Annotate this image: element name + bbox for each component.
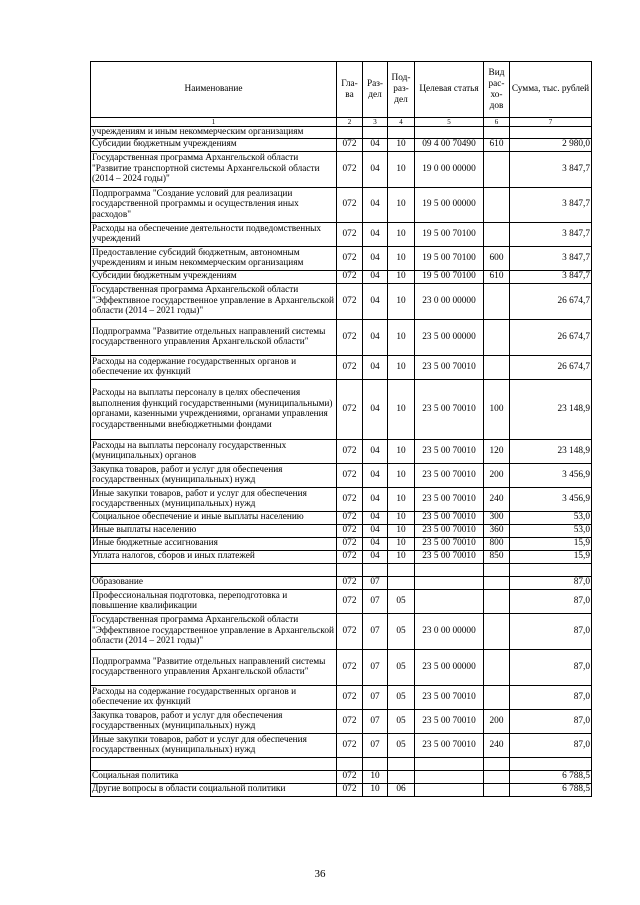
table-row <box>91 246 592 270</box>
row-exp-type: 850 <box>484 550 510 563</box>
row-subsection: 05 <box>388 733 415 757</box>
row-chapter: 072 <box>337 613 363 649</box>
row-amount: 23 148,9 <box>510 439 592 463</box>
row-exp-type: 240 <box>484 733 510 757</box>
header-section: Раз-дел <box>363 62 388 118</box>
row-name: Уплата налогов, сборов и иных платежей <box>91 550 337 563</box>
row-target: 23 5 00 70010 <box>415 524 484 537</box>
column-number: 6 <box>484 118 510 127</box>
row-exp-type <box>484 355 510 379</box>
row-section: 04 <box>363 187 388 222</box>
row-chapter: 072 <box>337 733 363 757</box>
row-target: 23 0 00 00000 <box>415 613 484 649</box>
row-name: Государственная программа Архангельской области "Развитие транспортной системы Архангельской области (2014 – 2024 годы)" <box>91 151 337 187</box>
row-chapter <box>337 757 363 770</box>
row-subsection: 10 <box>388 511 415 524</box>
table-row <box>91 487 592 511</box>
row-chapter: 072 <box>337 463 363 487</box>
row-name: Расходы на содержание государственных органов и обеспечение их функций <box>91 685 337 709</box>
table-row <box>91 537 592 550</box>
row-subsection: 10 <box>388 439 415 463</box>
column-number: 1 <box>91 118 337 127</box>
column-number-row <box>91 118 592 127</box>
row-amount: 3 456,9 <box>510 487 592 511</box>
row-section: 04 <box>363 511 388 524</box>
column-number: 2 <box>337 118 363 127</box>
row-name <box>91 563 337 576</box>
row-chapter: 072 <box>337 222 363 246</box>
row-exp-type: 200 <box>484 463 510 487</box>
row-subsection: 10 <box>388 283 415 319</box>
row-section: 10 <box>363 770 388 783</box>
row-chapter: 072 <box>337 439 363 463</box>
row-exp-type <box>484 757 510 770</box>
row-target: 23 5 00 70010 <box>415 487 484 511</box>
table-row <box>91 283 592 319</box>
row-target: 23 5 00 70010 <box>415 733 484 757</box>
row-amount: 3 847,7 <box>510 151 592 187</box>
row-subsection: 10 <box>388 487 415 511</box>
page-number: 36 <box>314 868 326 880</box>
row-chapter: 072 <box>337 685 363 709</box>
row-subsection: 10 <box>388 246 415 270</box>
table-row <box>91 770 592 783</box>
row-target: 09 4 00 70490 <box>415 138 484 151</box>
row-target <box>415 576 484 589</box>
row-chapter: 072 <box>337 187 363 222</box>
table-row <box>91 757 592 770</box>
row-amount: 87,0 <box>510 613 592 649</box>
row-section: 04 <box>363 524 388 537</box>
row-amount: 15,9 <box>510 550 592 563</box>
row-amount: 2 980,0 <box>510 138 592 151</box>
column-number: 3 <box>363 118 388 127</box>
column-number: 7 <box>510 118 592 127</box>
row-subsection: 10 <box>388 187 415 222</box>
row-name: Социальная политика <box>91 770 337 783</box>
row-amount: 23 148,9 <box>510 379 592 439</box>
table-row <box>91 151 592 187</box>
header-target: Целевая статья <box>415 62 484 118</box>
column-number: 5 <box>415 118 484 127</box>
row-amount: 87,0 <box>510 733 592 757</box>
row-chapter: 072 <box>337 783 363 796</box>
table-row <box>91 563 592 576</box>
row-target: 23 5 00 70010 <box>415 709 484 733</box>
row-target <box>415 757 484 770</box>
row-exp-type <box>484 613 510 649</box>
row-amount: 3 847,7 <box>510 270 592 283</box>
row-subsection: 10 <box>388 524 415 537</box>
table-row <box>91 613 592 649</box>
row-exp-type <box>484 151 510 187</box>
row-amount <box>510 757 592 770</box>
row-name: Расходы на содержание государственных органов и обеспечение их функций <box>91 355 337 379</box>
table-row <box>91 187 592 222</box>
table-row <box>91 589 592 613</box>
row-subsection <box>388 576 415 589</box>
row-exp-type <box>484 187 510 222</box>
row-exp-type: 600 <box>484 246 510 270</box>
table-row <box>91 511 592 524</box>
row-exp-type: 120 <box>484 439 510 463</box>
row-name: Подпрограмма "Развитие отдельных направлений системы государственного управления Архангельской области" <box>91 649 337 685</box>
row-target: 23 5 00 70010 <box>415 537 484 550</box>
row-chapter: 072 <box>337 379 363 439</box>
row-chapter: 072 <box>337 649 363 685</box>
row-chapter: 072 <box>337 151 363 187</box>
row-subsection: 05 <box>388 649 415 685</box>
table-row <box>91 576 592 589</box>
row-amount: 53,0 <box>510 511 592 524</box>
row-amount: 6 788,5 <box>510 770 592 783</box>
row-exp-type: 300 <box>484 511 510 524</box>
row-section: 07 <box>363 733 388 757</box>
row-section: 04 <box>363 439 388 463</box>
row-amount: 87,0 <box>510 589 592 613</box>
row-amount: 87,0 <box>510 685 592 709</box>
row-amount: 15,9 <box>510 537 592 550</box>
row-chapter: 072 <box>337 355 363 379</box>
row-subsection: 10 <box>388 319 415 355</box>
table-row <box>91 783 592 796</box>
row-amount: 53,0 <box>510 524 592 537</box>
table-row <box>91 524 592 537</box>
row-section: 07 <box>363 649 388 685</box>
row-chapter <box>337 127 363 139</box>
row-target <box>415 783 484 796</box>
row-amount: 87,0 <box>510 709 592 733</box>
row-subsection: 10 <box>388 463 415 487</box>
row-amount: 26 674,7 <box>510 355 592 379</box>
row-name: Закупка товаров, работ и услуг для обеспечения государственных (муниципальных) нужд <box>91 709 337 733</box>
row-subsection: 05 <box>388 613 415 649</box>
row-target: 19 5 00 70100 <box>415 270 484 283</box>
row-section: 10 <box>363 783 388 796</box>
row-section: 04 <box>363 537 388 550</box>
row-name: Образование <box>91 576 337 589</box>
row-name: Иные закупки товаров, работ и услуг для обеспечения государственных (муниципальных) нужд <box>91 487 337 511</box>
row-name: учреждениям и иным некоммерческим организациям <box>91 127 337 139</box>
row-target: 23 5 00 00000 <box>415 319 484 355</box>
row-section: 04 <box>363 487 388 511</box>
row-exp-type <box>484 783 510 796</box>
row-section: 04 <box>363 355 388 379</box>
row-amount: 87,0 <box>510 649 592 685</box>
row-amount: 26 674,7 <box>510 283 592 319</box>
row-section: 07 <box>363 613 388 649</box>
row-chapter: 072 <box>337 770 363 783</box>
row-exp-type: 360 <box>484 524 510 537</box>
table-row <box>91 733 592 757</box>
row-target: 19 5 00 00000 <box>415 187 484 222</box>
budget-table <box>90 61 592 797</box>
row-chapter: 072 <box>337 270 363 283</box>
row-section: 04 <box>363 222 388 246</box>
row-name: Предоставление субсидий бюджетным, автономным учреждениям и иным некоммерческим организациям <box>91 246 337 270</box>
row-section: 07 <box>363 685 388 709</box>
row-chapter: 072 <box>337 576 363 589</box>
row-subsection: 10 <box>388 550 415 563</box>
row-target: 23 5 00 70010 <box>415 379 484 439</box>
row-section: 04 <box>363 283 388 319</box>
row-exp-type <box>484 685 510 709</box>
row-amount: 6 788,5 <box>510 783 592 796</box>
row-section: 04 <box>363 379 388 439</box>
header-amount: Сумма, тыс. рублей <box>510 62 592 118</box>
row-target <box>415 563 484 576</box>
header-chapter: Гла-ва <box>337 62 363 118</box>
row-section: 07 <box>363 589 388 613</box>
table-row <box>91 379 592 439</box>
row-section: 04 <box>363 246 388 270</box>
row-section: 04 <box>363 319 388 355</box>
row-amount <box>510 127 592 139</box>
table-row <box>91 355 592 379</box>
row-chapter: 072 <box>337 524 363 537</box>
row-exp-type <box>484 222 510 246</box>
table-row <box>91 463 592 487</box>
row-name: Государственная программа Архангельской области "Эффективное государственное управление в Архангельской области (2014 – 2021 годы)" <box>91 283 337 319</box>
row-chapter: 072 <box>337 319 363 355</box>
row-exp-type <box>484 127 510 139</box>
row-exp-type <box>484 319 510 355</box>
row-amount <box>510 563 592 576</box>
row-subsection: 10 <box>388 222 415 246</box>
table-row <box>91 550 592 563</box>
row-exp-type: 610 <box>484 138 510 151</box>
row-section: 04 <box>363 463 388 487</box>
row-target: 23 5 00 00000 <box>415 649 484 685</box>
table-row <box>91 138 592 151</box>
row-name: Социальное обеспечение и иные выплаты населению <box>91 511 337 524</box>
row-name: Профессиональная подготовка, переподготовка и повышение квалификации <box>91 589 337 613</box>
row-target <box>415 770 484 783</box>
row-name: Субсидии бюджетным учреждениям <box>91 138 337 151</box>
row-subsection <box>388 563 415 576</box>
table-row <box>91 649 592 685</box>
table-row <box>91 439 592 463</box>
row-chapter: 072 <box>337 537 363 550</box>
row-exp-type: 800 <box>484 537 510 550</box>
row-target: 19 5 00 70100 <box>415 246 484 270</box>
row-chapter: 072 <box>337 138 363 151</box>
row-section: 04 <box>363 151 388 187</box>
row-target: 23 5 00 70010 <box>415 685 484 709</box>
table-row <box>91 270 592 283</box>
row-chapter: 072 <box>337 283 363 319</box>
row-amount: 3 456,9 <box>510 463 592 487</box>
row-exp-type: 610 <box>484 270 510 283</box>
row-subsection: 10 <box>388 270 415 283</box>
row-subsection: 05 <box>388 685 415 709</box>
row-section <box>363 127 388 139</box>
row-subsection: 10 <box>388 151 415 187</box>
row-name: Подпрограмма "Развитие отдельных направлений системы государственного управления Архангельской области" <box>91 319 337 355</box>
row-exp-type <box>484 576 510 589</box>
row-name <box>91 757 337 770</box>
row-chapter: 072 <box>337 246 363 270</box>
table-row <box>91 709 592 733</box>
row-section: 07 <box>363 709 388 733</box>
row-exp-type: 240 <box>484 487 510 511</box>
row-chapter: 072 <box>337 550 363 563</box>
table-row <box>91 685 592 709</box>
header-subsection: Под-раз-дел <box>388 62 415 118</box>
row-section <box>363 757 388 770</box>
row-subsection: 06 <box>388 783 415 796</box>
row-subsection <box>388 127 415 139</box>
row-amount: 3 847,7 <box>510 222 592 246</box>
row-subsection: 05 <box>388 589 415 613</box>
row-name: Другие вопросы в области социальной политики <box>91 783 337 796</box>
row-name: Иные закупки товаров, работ и услуг для обеспечения государственных (муниципальных) нужд <box>91 733 337 757</box>
row-subsection <box>388 770 415 783</box>
row-subsection: 10 <box>388 138 415 151</box>
column-number: 4 <box>388 118 415 127</box>
row-subsection: 10 <box>388 355 415 379</box>
row-target: 23 5 00 70010 <box>415 463 484 487</box>
row-subsection: 10 <box>388 379 415 439</box>
row-target <box>415 589 484 613</box>
row-exp-type <box>484 283 510 319</box>
row-name: Подпрограмма "Создание условий для реализации государственной программы и осуществления иных расходов" <box>91 187 337 222</box>
row-chapter: 072 <box>337 709 363 733</box>
row-chapter: 072 <box>337 487 363 511</box>
row-target: 23 5 00 70010 <box>415 511 484 524</box>
row-name: Расходы на выплаты персоналу в целях обеспечения выполнения функций государственными (муниципальными) органами, казенными учреждениями, органами управления государственными внебюджетными фондами <box>91 379 337 439</box>
row-exp-type <box>484 563 510 576</box>
table-row <box>91 222 592 246</box>
row-target: 23 0 00 00000 <box>415 283 484 319</box>
row-name: Расходы на обеспечение деятельности подведомственных учреждений <box>91 222 337 246</box>
row-exp-type: 100 <box>484 379 510 439</box>
row-name: Закупка товаров, работ и услуг для обеспечения государственных (муниципальных) нужд <box>91 463 337 487</box>
row-exp-type <box>484 770 510 783</box>
table-row <box>91 127 592 139</box>
row-amount: 26 674,7 <box>510 319 592 355</box>
row-section: 04 <box>363 550 388 563</box>
row-target: 23 5 00 70010 <box>415 550 484 563</box>
row-name: Субсидии бюджетным учреждениям <box>91 270 337 283</box>
row-name: Государственная программа Архангельской области "Эффективное государственное управление в Архангельской области (2014 – 2021 годы)" <box>91 613 337 649</box>
header-name: Наименование <box>91 62 337 118</box>
row-amount: 3 847,7 <box>510 246 592 270</box>
row-amount: 87,0 <box>510 576 592 589</box>
row-target: 23 5 00 70010 <box>415 355 484 379</box>
row-subsection: 10 <box>388 537 415 550</box>
header-row <box>91 62 592 118</box>
row-subsection <box>388 757 415 770</box>
row-section: 07 <box>363 576 388 589</box>
header-exp-type: Вид рас-хо-дов <box>484 62 510 118</box>
row-section: 04 <box>363 138 388 151</box>
table-row <box>91 319 592 355</box>
row-section <box>363 563 388 576</box>
row-chapter: 072 <box>337 589 363 613</box>
row-name: Иные бюджетные ассигнования <box>91 537 337 550</box>
row-target: 23 5 00 70010 <box>415 439 484 463</box>
row-exp-type: 200 <box>484 709 510 733</box>
row-target <box>415 127 484 139</box>
row-exp-type <box>484 649 510 685</box>
row-target: 19 5 00 70100 <box>415 222 484 246</box>
row-name: Расходы на выплаты персоналу государственных (муниципальных) органов <box>91 439 337 463</box>
row-name: Иные выплаты населению <box>91 524 337 537</box>
row-amount: 3 847,7 <box>510 187 592 222</box>
row-chapter <box>337 563 363 576</box>
row-section: 04 <box>363 270 388 283</box>
row-chapter: 072 <box>337 511 363 524</box>
row-target: 19 0 00 00000 <box>415 151 484 187</box>
row-exp-type <box>484 589 510 613</box>
row-subsection: 05 <box>388 709 415 733</box>
